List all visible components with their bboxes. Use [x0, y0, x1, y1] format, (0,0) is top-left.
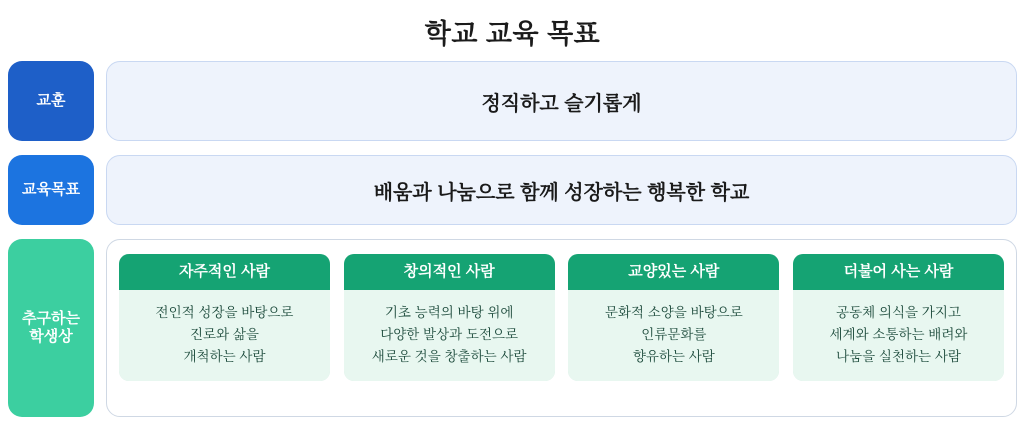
student-card — [119, 254, 330, 381]
student-card-heading: 더불어 사는 사람 — [793, 254, 1004, 290]
student-card-line: 전인적 성장을 바탕으로 — [155, 305, 294, 321]
row-student-image — [0, 239, 1025, 417]
student-card-line: 진로와 삶을 — [190, 326, 259, 342]
student-card-line: 향유하는 사람 — [632, 348, 715, 364]
motto-text: 정직하고 슬기롭게 — [481, 92, 642, 115]
student-image-panel — [106, 239, 1017, 417]
row-goal — [0, 155, 1025, 225]
student-card-line: 나눔을 실천하는 사람 — [836, 348, 961, 364]
student-card-heading: 창의적인 사람 — [344, 254, 555, 290]
student-card — [793, 254, 1004, 381]
student-card — [344, 254, 555, 381]
row-label-student-image-line2: 학생상 — [29, 328, 73, 346]
student-card-line: 다양한 발상과 도전으로 — [380, 326, 519, 342]
page-title: 학교 교육 목표 — [424, 19, 601, 49]
student-card-line: 개척하는 사람 — [183, 348, 266, 364]
row-label-goal: 교육목표 — [8, 155, 94, 225]
student-card-line: 인류문화를 — [641, 326, 707, 342]
student-card-body — [568, 290, 779, 381]
student-card-line: 공동체 의식을 가지고 — [836, 305, 961, 321]
row-label-student-image-line1: 추구하는 — [22, 309, 80, 327]
student-card-line: 새로운 것을 창출하는 사람 — [371, 348, 527, 364]
student-card-line: 세계와 소통하는 배려와 — [829, 326, 968, 342]
row-label-motto: 교훈 — [8, 61, 94, 141]
student-card-line: 문화적 소양을 바탕으로 — [604, 305, 743, 321]
student-card-line: 기초 능력의 바탕 위에 — [384, 305, 514, 321]
student-card-body — [119, 290, 330, 381]
goal-panel — [106, 155, 1017, 225]
student-card — [568, 254, 779, 381]
student-card-heading: 자주적인 사람 — [119, 254, 330, 290]
goal-text: 배움과 나눔으로 함께 성장하는 행복한 학교 — [373, 181, 750, 204]
student-card-body — [344, 290, 555, 381]
student-card-body — [793, 290, 1004, 381]
student-card-heading: 교양있는 사람 — [568, 254, 779, 290]
motto-panel — [106, 61, 1017, 141]
row-motto — [0, 61, 1025, 141]
row-label-student-image — [8, 239, 94, 417]
